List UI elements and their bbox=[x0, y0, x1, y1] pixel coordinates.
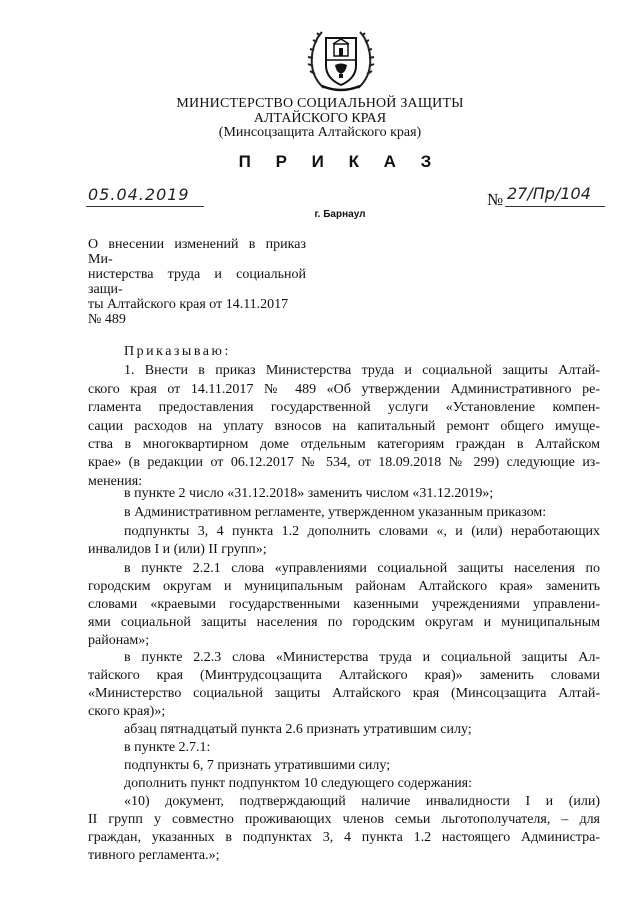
body-line: II групп у совместно проживающих членов семьи льготополучателя, – для bbox=[88, 812, 600, 827]
coat-of-arms-emblem bbox=[306, 22, 376, 94]
body-line: крае» (в редакции от 06.12.2017 № 534, от 18.09.2018 № 299) следующие из- bbox=[88, 455, 600, 470]
body-line: ского края от 14.11.2017 № 489 «Об утверждении Административного ре- bbox=[88, 382, 600, 397]
body-line: подпункты 3, 4 пункта 1.2 дополнить словами «, и (или) неработающих bbox=[124, 524, 600, 539]
body-line: ского края)»; bbox=[88, 704, 166, 719]
body-line: тивного регламента.»; bbox=[88, 848, 220, 863]
body-line: «10) документ, подтверждающий наличие инвалидности I и (или) bbox=[124, 794, 600, 809]
body-line: словами «краевыми государственными казенными учреждениями управлени- bbox=[88, 597, 600, 612]
city-name: г. Барнаул bbox=[314, 209, 366, 220]
number-underline bbox=[505, 206, 605, 207]
document-subject bbox=[88, 237, 306, 327]
ministry-short-name: (Минсоцзащита Алтайского края) bbox=[218, 125, 422, 140]
subject-line: нистерства труда и социальной защи- bbox=[88, 267, 306, 297]
body-line: 1. Внести в приказ Министерства труда и социальной защиты Алтай- bbox=[124, 363, 600, 378]
body-line: «Министерство социальной защиты Алтайского края (Минсоцзащита Алтай- bbox=[88, 686, 600, 701]
body-line: ями социальной защиты населения по городским округам и муниципальным bbox=[88, 615, 600, 630]
date-underline bbox=[86, 206, 204, 207]
body-line: дополнить пункт подпунктом 10 следующего содержания: bbox=[124, 776, 473, 791]
body-line: в Административном регламенте, утвержденном указанным приказом: bbox=[124, 505, 547, 520]
body-line: менения: bbox=[88, 474, 143, 489]
number-sign: № bbox=[487, 190, 504, 209]
body-line: подпункты 6, 7 признать утратившими силу; bbox=[124, 758, 391, 773]
body-line: сации расходов на уплату взносов на капитальный ремонт общего имуще- bbox=[88, 419, 600, 434]
body-line: в пункте 2 число «31.12.2018» заменить числом «31.12.2019»; bbox=[124, 486, 494, 501]
body-line: в пункте 2.2.1 слова «управлениями социальной защиты населения по bbox=[124, 561, 600, 576]
ministry-name-line1: МИНИСТЕРСТВО СОЦИАЛЬНОЙ ЗАЩИТЫ bbox=[176, 96, 464, 111]
document-number: 27/Пр/104 bbox=[507, 184, 591, 203]
body-line: городским округам и муниципальным районам Алтайского края» заменить bbox=[88, 579, 600, 594]
subject-line: № 489 bbox=[88, 312, 126, 327]
body-line: гламента предоставления государственной услуги «Установление компен- bbox=[88, 400, 600, 415]
body-line: тайского края (Минтрудсоцзащита Алтайского края)» заменить словами bbox=[88, 668, 600, 683]
subject-line: ты Алтайского края от 14.11.2017 bbox=[88, 297, 289, 312]
body-line: в пункте 2.7.1: bbox=[124, 740, 211, 755]
body-line: в пункте 2.2.3 слова «Министерства труда и социальной защиты Ал- bbox=[124, 650, 600, 665]
body-line: ства в многоквартирном доме отдельным категориям граждан в Алтайском bbox=[88, 437, 600, 452]
document-date: 05.04.2019 bbox=[88, 185, 190, 204]
body-line: инвалидов I и (или) II групп»; bbox=[88, 542, 267, 557]
body-line: районам»; bbox=[88, 633, 150, 648]
subject-line: О внесении изменений в приказ Ми- bbox=[88, 237, 306, 267]
body-line: граждан, указанных в подпунктах 3, 4 пункта 1.2 настоящего Администра- bbox=[88, 830, 600, 845]
document-title: П Р И К А З bbox=[238, 152, 442, 171]
order-intro: Приказываю: bbox=[124, 344, 231, 359]
body-line: абзац пятнадцатый пункта 2.6 признать утратившим силу; bbox=[124, 722, 472, 737]
ministry-name-line2: АЛТАЙСКОГО КРАЯ bbox=[253, 111, 387, 126]
